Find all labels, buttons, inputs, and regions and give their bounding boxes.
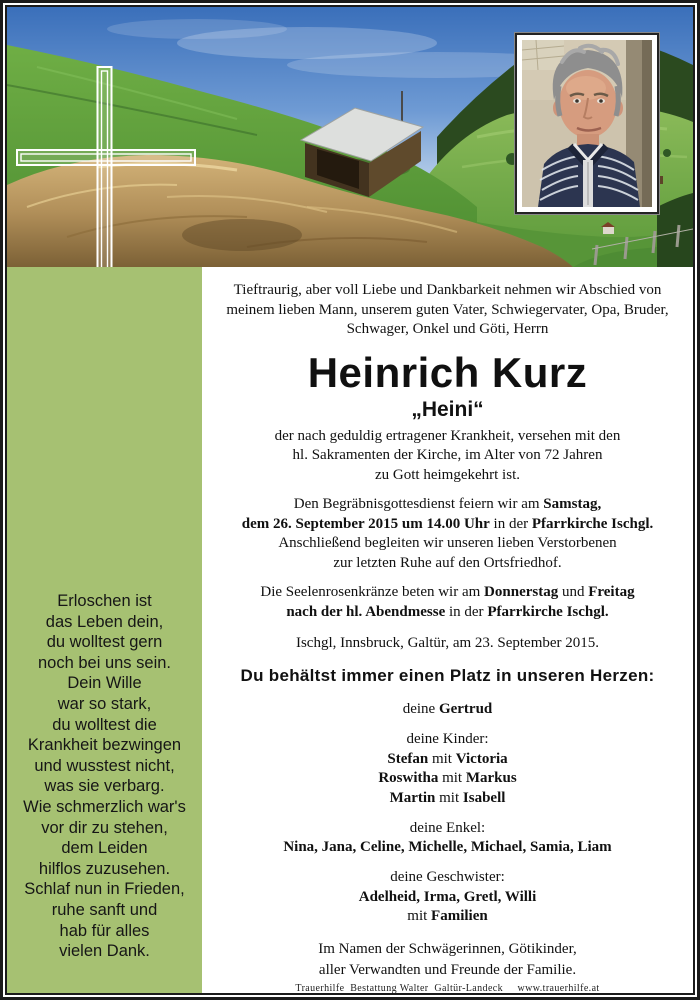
grandchildren-label: deine Enkel: — [409, 819, 486, 836]
card-body — [7, 267, 693, 993]
siblings-group — [208, 868, 687, 927]
memorial-poem: Erloschen ist das Leben dein, du wolltest gern noch bei uns sein. Dein Wille war so stark, du wolltest die Krankheit bezwingen und wusstest nicht, was sie verbarg. Wie schmerzlich war's vor dir zu stehen, dem Leiden hilflos zuzusehen. Schlaf nun in Frieden, ruhe sanft und hab für alles vielen Dank. — [23, 592, 186, 961]
siblings-label: deine Geschwister: — [390, 869, 505, 886]
closing-paragraph: Im Namen der Schwägerinnen, Götikinder, aller Verwandten und Freunde der Familie. — [318, 941, 577, 979]
deceased-name: Heinrich Kurz — [307, 348, 588, 396]
rosary-paragraph: Die Seelenrosenkränze beten wir am Donnerstag und Freitag nach der hl. Abendmesse in der Pfarrkirche Ischgl. — [260, 584, 635, 620]
deceased-nickname: „Heini“ — [411, 397, 484, 421]
children-label: deine Kinder: — [406, 731, 489, 747]
mourner-wife: deine Gertrud — [402, 700, 493, 717]
card-inner-frame — [5, 5, 695, 995]
announcement-column — [202, 267, 693, 993]
portrait-photo — [515, 33, 659, 214]
children-group — [208, 730, 687, 809]
deceased-portrait-art — [522, 40, 652, 207]
funeral-home-footer: Trauerhilfe Bestattung Walter Galtür-Landeck www.trauerhilfe.at — [295, 983, 600, 993]
date-line: Ischgl, Innsbruck, Galtür, am 23. September 2015. — [295, 635, 600, 651]
intro-paragraph: Tieftraurig, aber voll Liebe und Dankbarkeit nehmen wir Abschied von meinem lieben Mann, unserem guten Vater, Schwiegervater, Opa, Bruder, Schwager, Onkel und Göti, Herrn — [226, 282, 669, 337]
funeral-paragraph: Den Begräbnisgottesdienst feiern wir am Samstag, dem 26. September 2015 um 14.00 Uhr in der Pfarrkirche Ischgl. Anschließend begleiten wir unseren lieben Verstorbenen zur letzten Ruhe auf den Ortsfriedhof. — [241, 496, 654, 571]
grandchildren-names: Nina, Jana, Celine, Michelle, Michael, Samia, Liam — [283, 839, 612, 856]
grandchildren-group — [208, 819, 687, 858]
children-names: Stefan mit Victoria Roswitha mit Markus Martin mit Isabell — [378, 750, 517, 807]
illness-paragraph: der nach geduldig ertragener Krankheit, versehen mit den hl. Sakramenten der Kirche, im Alter von 72 Jahren zu Gott heimgekehrt ist. — [274, 427, 621, 483]
farewell-heading: Du behältst immer einen Platz in unseren Herzen: — [240, 665, 655, 685]
siblings-names: Adelheid, Irma, Gretl, Willi mit Familien — [358, 888, 537, 925]
poem-panel — [7, 267, 202, 993]
